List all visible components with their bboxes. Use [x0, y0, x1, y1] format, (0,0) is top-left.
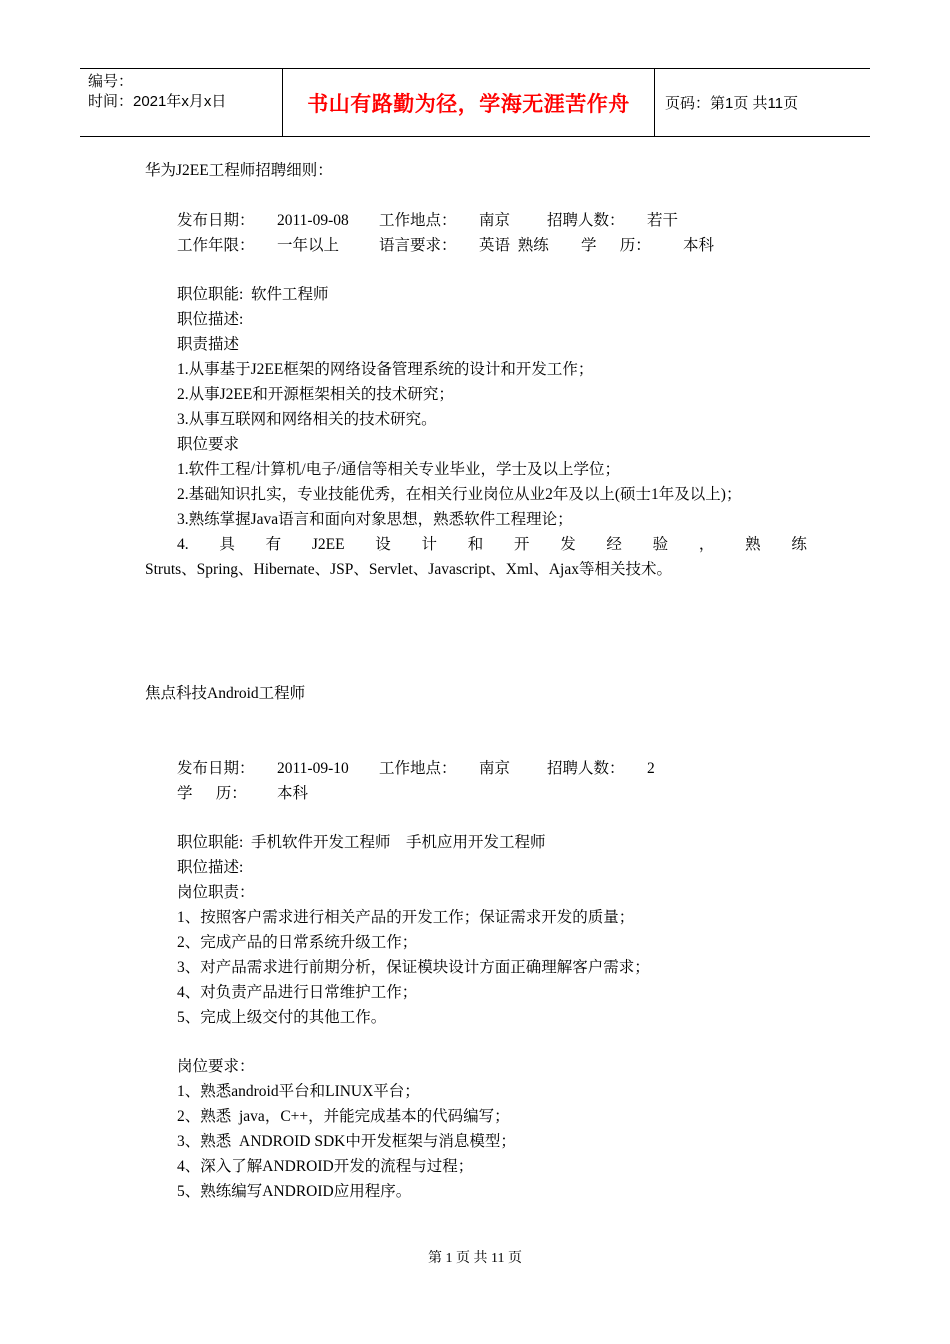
- job1-req: 3.熟练掌握Java语言和面向对象思想，熟悉软件工程理论；: [177, 511, 573, 528]
- req4-word: 和: [467, 536, 484, 553]
- motto: 书山有路勤为径，学海无涯苦作舟: [282, 69, 655, 136]
- job1-edu: 本科: [683, 237, 715, 254]
- job1-duty: 2.从事J2EE和开源框架相关的技术研究；: [177, 386, 454, 403]
- job2-meta-row2: [177, 784, 308, 804]
- req4-word: 开: [513, 536, 530, 553]
- req4-word: 验: [652, 536, 669, 553]
- job2-req: 4、深入了解ANDROID开发的流程与过程；: [177, 1158, 474, 1175]
- req4-word: 具: [219, 536, 235, 553]
- job2-date-label: 发布日期：: [177, 760, 255, 777]
- job1-date-label: 发布日期：: [177, 212, 255, 229]
- job1-duty: 3.从事互联网和网络相关的技术研究。: [177, 411, 437, 428]
- job1-desc-label: 职位描述:: [177, 311, 244, 328]
- req4-word: 4.: [177, 536, 189, 553]
- job2-req: 5、熟练编写ANDROID应用程序。: [177, 1183, 412, 1200]
- job2-meta-row1: [177, 759, 655, 779]
- job1-req-label: 职位要求: [177, 436, 240, 453]
- job1-count-label: 招聘人数：: [547, 212, 625, 229]
- req4-word: 经: [606, 536, 622, 553]
- job1-function: 职位职能: 软件工程师: [177, 286, 329, 303]
- job2-req: 1、熟悉android平台和LINUX平台；: [177, 1083, 420, 1100]
- job1-duty: 1.从事基于J2EE框架的网络设备管理系统的设计和开发工作；: [177, 361, 594, 378]
- job2-duty: 2、完成产品的日常系统升级工作；: [177, 934, 418, 951]
- job1-lang-label: 语言要求：: [379, 237, 457, 254]
- req4-word: 设: [375, 536, 391, 553]
- job1-years-label: 工作年限：: [177, 237, 255, 254]
- job2-req: 2、熟悉 java，C++，并能完成基本的代码编写；: [177, 1108, 510, 1125]
- req4-word: 有: [265, 536, 282, 553]
- job2-duties-label: 岗位职责：: [177, 884, 255, 901]
- job2-desc-label: 职位描述:: [177, 859, 244, 876]
- job2-location-label: 工作地点：: [379, 760, 457, 777]
- job1-location-label: 工作地点：: [379, 212, 457, 229]
- job1-title: 华为J2EE工程师招聘细则：: [145, 162, 333, 179]
- req4-word: J2EE: [311, 536, 345, 553]
- req4-word: 计: [421, 536, 437, 553]
- job2-location: 南京: [479, 760, 511, 777]
- job1-req: 1.软件工程/计算机/电子/通信等相关专业毕业，学士及以上学位；: [177, 461, 621, 478]
- job1-req4-cont: Struts、Spring、Hibernate、JSP、Servlet、Javascript、Xml、Ajax等相关技术。: [145, 561, 672, 578]
- job1-count: 若干: [647, 212, 679, 229]
- page-header: [80, 68, 870, 137]
- job1-years: 一年以上: [277, 237, 340, 254]
- page-label: 页码：第1页 共11页: [665, 95, 799, 112]
- req4-word: 练: [791, 536, 807, 553]
- job1-location: 南京: [479, 212, 511, 229]
- req4-word: 熟: [745, 536, 761, 553]
- job2-edu: 本科: [277, 785, 309, 802]
- job2-duty: 3、对产品需求进行前期分析，保证模块设计方面正确理解客户需求；: [177, 959, 650, 976]
- job1-duties-label: 职责描述: [177, 336, 240, 353]
- req4-word: ，: [698, 536, 715, 553]
- job1-date: 2011-09-08: [277, 212, 349, 229]
- job2-duty: 5、完成上级交付的其他工作。: [177, 1009, 387, 1026]
- job2-duty: 4、对负责产品进行日常维护工作；: [177, 984, 418, 1001]
- job2-duty: 1、按照客户需求进行相关产品的开发工作；保证需求开发的质量；: [177, 909, 635, 926]
- job2-function: 职位职能: 手机软件开发工程师 手机应用开发工程师: [177, 834, 546, 851]
- job1-edu-label: 学 历：: [581, 237, 651, 254]
- page-footer: 第 1 页 共 11 页: [428, 1251, 522, 1266]
- job2-title: 焦点科技Android工程师: [145, 685, 306, 702]
- number-label: 编号：: [88, 73, 134, 90]
- job2-req: 3、熟悉 ANDROID SDK中开发框架与消息模型；: [177, 1133, 516, 1150]
- req4-word: 发: [560, 536, 576, 553]
- job1-meta-row1: [177, 211, 678, 231]
- job2-count-label: 招聘人数：: [547, 760, 625, 777]
- job2-edu-label: 学 历：: [177, 785, 247, 802]
- job2-date: 2011-09-10: [277, 760, 349, 777]
- job1-req: 2.基础知识扎实，专业技能优秀，在相关行业岗位从业2年及以上(硕士1年及以上)；: [177, 486, 742, 503]
- job1-req4-line: [177, 535, 807, 555]
- job1-meta-row2: [177, 236, 714, 256]
- time-label: 时间：2021年x月x日: [88, 93, 227, 110]
- job2-req-label: 岗位要求：: [177, 1058, 255, 1075]
- job2-count: 2: [647, 760, 655, 777]
- header-left: [80, 69, 282, 136]
- job1-lang: 英语 熟练: [479, 237, 549, 254]
